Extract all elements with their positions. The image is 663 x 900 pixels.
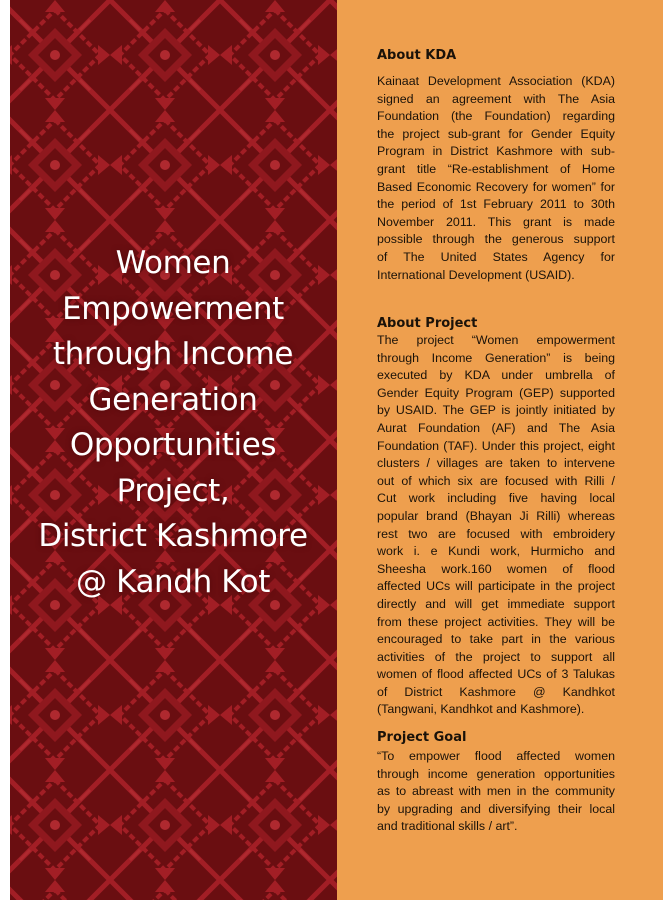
text-line: Kainaat Development Association (KDA) <box>377 74 615 88</box>
text-line: by USAID. The GEP is jointly initiated by <box>377 403 615 418</box>
text-line: signed an agreement with The Asia <box>377 91 615 106</box>
about-project-paragraph <box>377 332 615 719</box>
text-line: “To empower flood affected women <box>377 749 615 763</box>
text-line: by upgrading and diversifying their local <box>377 801 615 816</box>
text-line: out of which six are focused with Rilli / <box>377 473 615 488</box>
text-line: from these project activities. They will be <box>377 614 615 629</box>
text-line: Gender Equity Program (GEP) supported <box>377 385 615 400</box>
text-line: Cut work including five having local <box>377 491 615 506</box>
text-line: rest two are focused with embroidery <box>377 526 615 541</box>
text-line: Based Economic Recovery for women” for <box>377 179 615 194</box>
about-project-section <box>377 316 615 719</box>
text-line: the project sub-grant for Gender Equity <box>377 126 615 141</box>
title-line: District Kashmore <box>38 518 308 554</box>
text-line: The project “Women empowerment <box>377 333 615 347</box>
text-line: of District Kashmore @ Kandhkot <box>377 684 615 699</box>
text-line: and traditional skills / art”. <box>377 819 518 834</box>
text-column <box>337 0 663 900</box>
about-project-heading: About Project <box>377 316 478 331</box>
text-line: work i. e Kundi work, Hurmicho and <box>377 544 615 559</box>
text-line: affected UCs will participate in the project <box>377 579 615 594</box>
text-line: as to abreast with men in the community <box>377 784 615 799</box>
page-title <box>10 241 336 605</box>
project-goal-paragraph <box>377 748 615 836</box>
text-line: Foundation (the Foundation) regarding <box>377 109 615 124</box>
project-goal-section <box>377 730 615 836</box>
text-line: directly and will get immediate support <box>377 596 615 611</box>
about-kda-heading: About KDA <box>377 48 457 63</box>
title-line: through Income <box>52 336 294 372</box>
about-kda-paragraph <box>377 73 615 284</box>
text-line: Sheesha work.160 women of flood <box>377 561 615 576</box>
text-line: grant title “Re-establishment of Home <box>377 161 615 176</box>
text-line: women of flood affected UCs of 3 Talukas <box>377 667 615 682</box>
title-line: Opportunities <box>69 427 277 463</box>
title-line: Project, <box>116 472 230 509</box>
text-line: International Development (USAID). <box>377 267 575 282</box>
text-line: November 2011. This grant is made <box>377 214 615 229</box>
text-line: through income generation opportunities <box>377 766 615 781</box>
about-kda-section <box>377 48 615 284</box>
text-line: executed by KDA under umbrella of <box>377 368 615 383</box>
text-line: the period of 1st February 2011 to 30th <box>377 197 615 212</box>
title-line: Women <box>115 245 231 281</box>
title-line: @ Kandh Kot <box>76 563 270 600</box>
title-line: Empowerment <box>62 290 284 327</box>
project-goal-heading: Project Goal <box>377 730 467 745</box>
text-line: Aurat Foundation (AF) and The Asia <box>377 420 615 435</box>
text-line: possible through the generous support <box>377 232 615 247</box>
text-line: Program in District Kashmore with sub- <box>377 144 615 159</box>
title-line: Generation <box>88 381 258 418</box>
text-line: through Income Generation” is being <box>377 350 615 365</box>
text-line: clusters / villages are taken to intervene <box>377 456 615 471</box>
text-line: Foundation (TAF). Under this project, eight <box>377 438 615 453</box>
text-line: (Tangwani, Kandhkot and Kashmore). <box>377 702 585 717</box>
text-line: activities of the project to support all <box>377 649 615 664</box>
text-line: encouraged to take part in the various <box>377 632 615 647</box>
text-line: of The United States Agency for <box>377 249 615 264</box>
text-line: popular brand (Bhayan Ji Rilli) whereas <box>377 508 615 523</box>
